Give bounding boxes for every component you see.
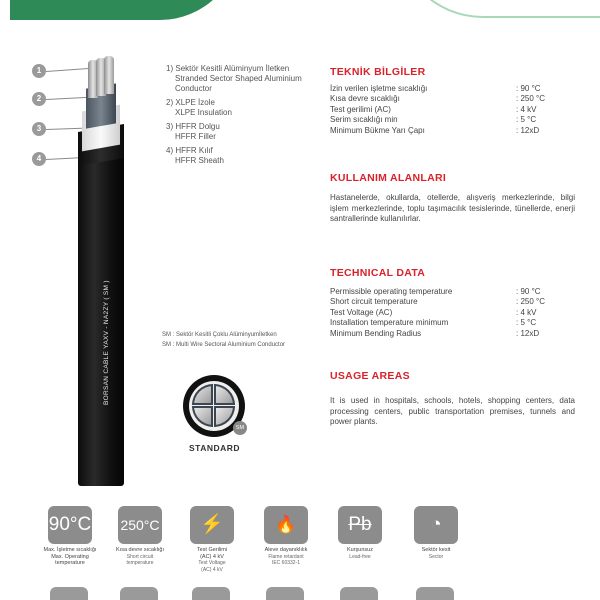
icon-caption-line: Kurşunsuz — [347, 547, 373, 553]
icon-caption-line: Sektör kesit — [421, 547, 451, 553]
callout-3: 3 — [32, 122, 46, 136]
spec-value: : 5 °C — [516, 318, 537, 328]
teknik-title: TEKNİK BİLGİLER — [330, 66, 426, 78]
component-en: HFFR Sheath — [175, 156, 224, 165]
usage-title: USAGE AREAS — [330, 370, 410, 382]
icon-caption-line: Max. İşletme sıcaklığı — [43, 547, 97, 553]
component-tr: Sektör Kesitli Alüminyum İletken — [175, 64, 290, 73]
icon-caption-line: Short circuit — [126, 553, 154, 560]
spec-row — [330, 308, 590, 318]
sm-note-en: SM : Multi Wire Sectoral Aluminium Conductor — [162, 342, 286, 348]
spec-label: Permissible operating temperature — [330, 287, 453, 296]
spec-row — [330, 287, 590, 297]
usage-text: It is used in hospitals, schools, hotels, shopping centers, data processing centers, public transportation premises, tunnels and power plants. — [330, 396, 575, 426]
temp-90-icon — [48, 506, 92, 544]
icon-glyph: 🔥 — [275, 515, 297, 534]
icon-caption — [34, 547, 106, 567]
icon-caption-line: (AC) 4 kV — [201, 566, 223, 573]
header-decoration — [0, 0, 600, 22]
component-tr: HFFR Dolgu — [175, 122, 220, 131]
spec-row — [330, 84, 590, 94]
spec-value: : 250 °C — [516, 94, 545, 104]
component-num: 3) — [166, 122, 174, 131]
sm-notes — [162, 330, 285, 350]
technical-title: TECHNICAL DATA — [330, 267, 426, 279]
sm-badge: SM — [233, 421, 247, 435]
cutoff-icon — [416, 587, 454, 600]
icon-caption-line: Test Gerilimi — [196, 547, 228, 553]
cable-cross-section — [183, 375, 245, 437]
spec-value: : 4 kV — [516, 104, 537, 114]
spec-label: İzin verilen işletme sıcaklığı — [330, 84, 428, 93]
kullanim-text: Hastanelerde, okullarda, otellerde, alışveriş merkezlerinde, bilgi işlem merkezlerinde, toplu taşımacılık tesislerinde, tünellerde, enerji santrallerinde kullanılırlar. — [330, 193, 575, 223]
spec-value: : 90 °C — [516, 84, 541, 93]
component-item — [166, 146, 326, 166]
sector-conductor — [192, 384, 213, 405]
spec-value: : 5 °C — [516, 115, 537, 125]
spec-row — [330, 94, 590, 104]
spec-label: Test Voltage (AC) — [330, 307, 393, 317]
icon-caption-line: temperature — [126, 560, 154, 567]
spec-label: Kısa devre sıcaklığı — [330, 94, 400, 104]
flame-retardant-icon — [264, 506, 308, 544]
header-green-shape — [10, 0, 240, 20]
cable-illustration — [78, 58, 128, 488]
spec-label: Serim sıcaklığı min — [330, 115, 398, 125]
component-en: XLPE Insulation — [175, 108, 232, 117]
spec-row — [330, 105, 590, 115]
spec-label: Minimum Bükme Yarı Çapı — [330, 125, 425, 135]
icon-caption-line: Test Voltage — [198, 560, 226, 567]
teknik-spec-table — [330, 84, 590, 136]
icon-caption-line: IEC 60332-1 — [271, 560, 301, 567]
cutoff-icon — [266, 587, 304, 600]
cutoff-icon — [50, 587, 88, 600]
temp-250-icon — [118, 506, 162, 544]
cutoff-icon — [340, 587, 378, 600]
component-num: 4) — [166, 146, 174, 155]
icon-caption — [324, 547, 396, 560]
cable-print-text: BORSAN CABLE YAXV - NA2ZY ( SM ) — [103, 280, 110, 405]
component-tr: XLPE İzole — [175, 98, 215, 107]
component-num: 2) — [166, 98, 174, 107]
component-en: Conductor — [175, 84, 212, 93]
icon-glyph: 90°C — [48, 514, 92, 535]
sector-conductor — [192, 406, 213, 427]
sm-note-tr: SM : Sektör Kesitli Çoklu Alüminyumİletken — [162, 332, 277, 338]
spec-value: : 4 kV — [516, 307, 537, 317]
spec-row — [330, 115, 590, 125]
icon-glyph: ◔ — [430, 514, 442, 535]
callout-4: 4 — [32, 152, 46, 166]
icon-caption-line: Max. Operating — [51, 553, 89, 560]
cable-conductor — [104, 56, 114, 94]
icon-caption — [176, 547, 248, 573]
spec-label: Test gerilimi (AC) — [330, 104, 391, 114]
sector-conductor — [214, 384, 235, 405]
spec-row — [330, 318, 590, 328]
component-en: Stranded Sector Shaped Aluminium — [175, 74, 302, 83]
technical-spec-table — [330, 287, 590, 339]
lead-free-icon — [338, 506, 382, 544]
cable-sheath-body — [78, 156, 124, 486]
feature-icon-row — [0, 502, 600, 600]
callout-2: 2 — [32, 92, 46, 106]
standard-label: STANDARD — [189, 443, 241, 453]
cutoff-icon — [120, 587, 158, 600]
icon-glyph: ⚡ — [200, 514, 224, 535]
spec-label: Short circuit temperature — [330, 297, 418, 307]
kullanim-title: KULLANIM ALANLARI — [330, 172, 447, 184]
icon-caption-line: (AC) 4 kV — [200, 553, 224, 560]
component-item — [166, 98, 326, 118]
leader-line-4 — [46, 157, 82, 160]
icon-caption-line: Flame retardant — [268, 553, 304, 560]
callout-1: 1 — [32, 64, 46, 78]
icon-caption — [400, 547, 472, 560]
sector-conductor — [214, 406, 235, 427]
spec-value: : 90 °C — [516, 287, 541, 296]
icon-caption-line: Kısa devre sıcaklığı — [116, 547, 164, 553]
icon-caption-line: Sector — [428, 553, 444, 560]
component-item — [166, 122, 326, 142]
spec-value: : 12xD — [516, 125, 540, 135]
component-tr: HFFR Kılıf — [175, 146, 213, 155]
icon-glyph: Pb — [348, 514, 372, 535]
component-num: 1) — [166, 64, 174, 73]
spec-value: : 12xD — [516, 328, 540, 338]
icon-caption — [250, 547, 322, 567]
sector-icon — [414, 506, 458, 544]
spec-value: : 250 °C — [516, 297, 545, 307]
header-arc-shape — [395, 0, 600, 18]
icon-caption-line: Aleve dayanıklılık — [264, 547, 308, 553]
spec-row — [330, 329, 590, 339]
icon-caption-line: temperature — [55, 560, 85, 567]
test-voltage-icon — [190, 506, 234, 544]
spec-label: Installation temperature minimum — [330, 318, 449, 328]
spec-row — [330, 126, 590, 136]
cutoff-icon — [192, 587, 230, 600]
component-item — [166, 64, 326, 94]
component-en: HFFR Filler — [175, 132, 216, 141]
icon-glyph: 250°C — [120, 517, 160, 533]
icon-caption-line: Lead-free — [349, 553, 371, 560]
spec-label: Minimum Bending Radius — [330, 328, 422, 338]
component-list — [166, 64, 326, 170]
spec-row — [330, 297, 590, 307]
icon-caption — [104, 547, 176, 567]
